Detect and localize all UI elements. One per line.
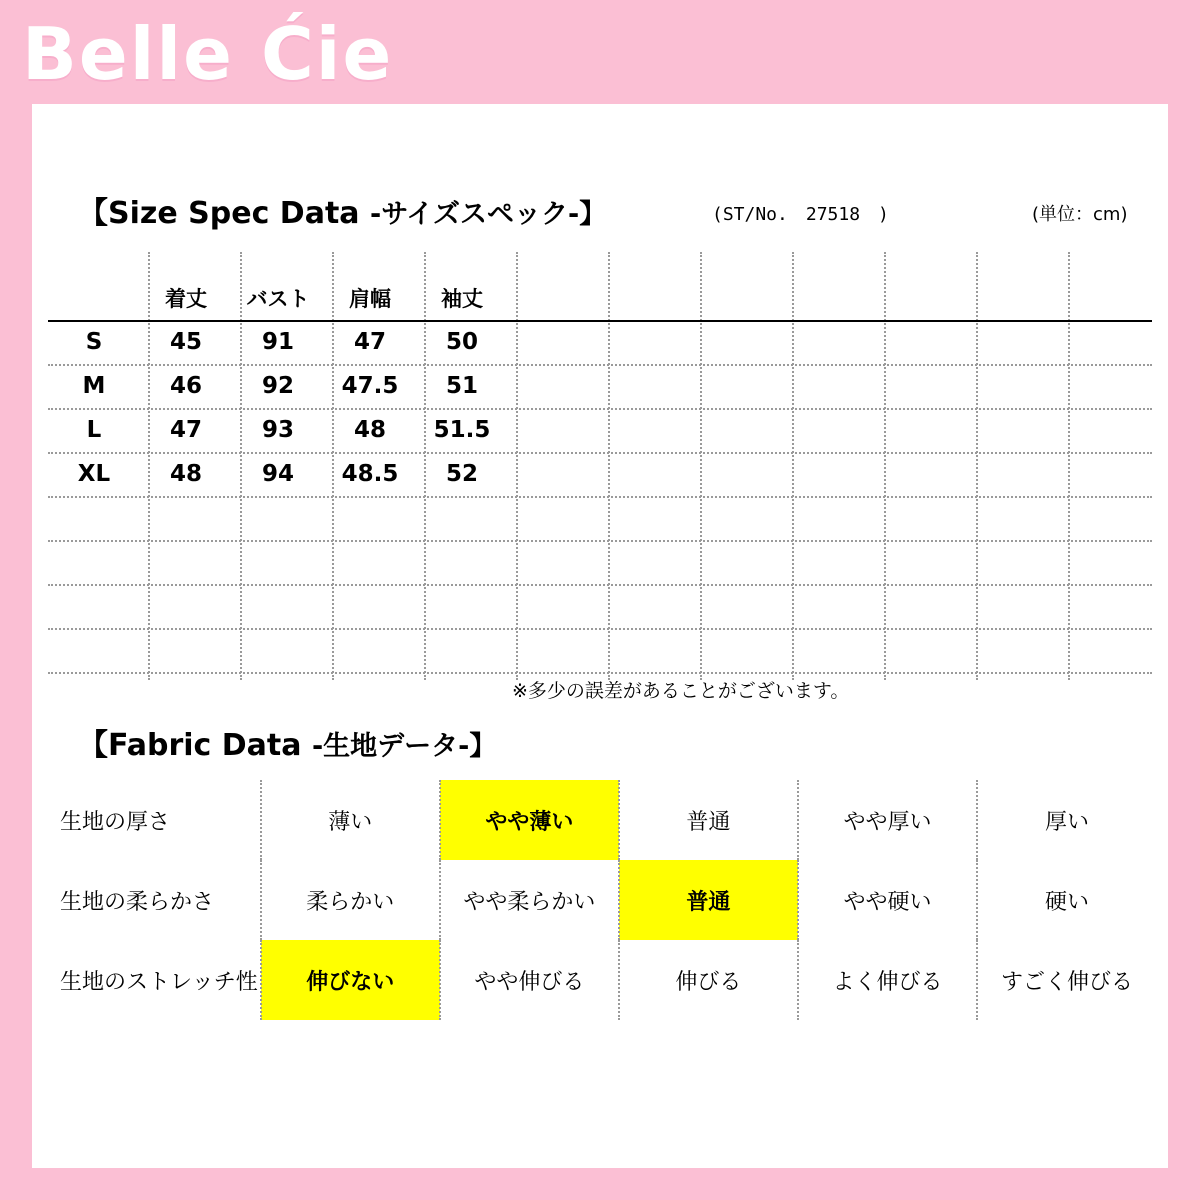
fabric-opt-softness-2: 普通 xyxy=(619,860,798,940)
style-number: (ST/No. 27518 ) xyxy=(712,204,889,225)
cell-xl-sleeve: 52 xyxy=(445,461,478,487)
fabric-opt-softness-3: やや硬い xyxy=(798,860,977,940)
unit-label: (単位：cm) xyxy=(1032,204,1128,225)
table-row xyxy=(48,364,508,408)
fabric-table xyxy=(56,780,1156,1020)
table-row xyxy=(48,408,508,452)
cell-l-bust: 93 xyxy=(261,417,294,443)
cell-s-length: 45 xyxy=(169,329,202,355)
cell-s-bust: 91 xyxy=(261,329,294,355)
fabric-title-jp: -生地データ-】 xyxy=(311,731,497,762)
brand-wordmark: Belle Ćie xyxy=(22,12,394,96)
col-head-length: 着丈 xyxy=(165,287,207,311)
fabric-opt-stretch-4: すごく伸びる xyxy=(977,940,1156,1020)
fabric-opt-thickness-1: やや薄い xyxy=(440,780,619,860)
fabric-opt-thickness-2: 普通 xyxy=(619,780,798,860)
fabric-data-title xyxy=(78,720,496,764)
fabric-opt-stretch-3: よく伸びる xyxy=(798,940,977,1020)
fabric-label-softness: 生地の柔らかさ xyxy=(60,889,215,915)
cell-xl-length: 48 xyxy=(169,461,202,487)
row-head-xl: XL xyxy=(77,461,111,487)
cell-xl-bust: 94 xyxy=(261,461,294,487)
col-head-bust: バスト xyxy=(246,287,310,311)
fabric-opt-stretch-0: 伸びない xyxy=(261,940,440,1020)
fabric-opt-softness-4: 硬い xyxy=(977,860,1156,940)
fabric-opt-softness-0: 柔らかい xyxy=(261,860,440,940)
fabric-row-softness xyxy=(56,860,1156,940)
row-head-l: L xyxy=(86,417,102,443)
table-row xyxy=(48,452,508,496)
table-row xyxy=(48,320,508,364)
fabric-opt-stretch-2: 伸びる xyxy=(619,940,798,1020)
col-head-sleeve: 袖丈 xyxy=(441,287,483,311)
fabric-opt-stretch-1: やや伸びる xyxy=(440,940,619,1020)
cell-m-shoulder: 47.5 xyxy=(341,373,399,399)
cell-l-sleeve: 51.5 xyxy=(433,417,491,443)
fabric-table-wrap xyxy=(56,780,1156,1030)
fabric-label-stretch: 生地のストレッチ性 xyxy=(60,969,258,995)
fabric-row-stretch xyxy=(56,940,1156,1020)
size-spec-table xyxy=(48,276,508,496)
cell-l-length: 47 xyxy=(169,417,202,443)
col-head-blank xyxy=(48,276,140,320)
fabric-opt-thickness-3: やや厚い xyxy=(798,780,977,860)
cell-m-bust: 92 xyxy=(261,373,294,399)
fabric-title-en: 【Fabric Data xyxy=(78,728,312,763)
cell-m-length: 46 xyxy=(169,373,202,399)
fabric-label-thickness: 生地の厚さ xyxy=(60,809,171,835)
table-header-row xyxy=(48,276,508,320)
cell-s-sleeve: 50 xyxy=(445,329,478,355)
col-head-shoulder: 肩幅 xyxy=(349,287,391,311)
measurement-note: ※多少の誤差があることがございます。 xyxy=(512,680,850,702)
size-spec-title xyxy=(78,188,606,232)
cell-m-sleeve: 51 xyxy=(445,373,478,399)
size-spec-title-jp: -サイズスペック-】 xyxy=(369,199,607,230)
fabric-opt-softness-1: やや柔らかい xyxy=(440,860,619,940)
fabric-opt-thickness-4: 厚い xyxy=(977,780,1156,860)
fabric-row-thickness xyxy=(56,780,1156,860)
cell-s-shoulder: 47 xyxy=(353,329,386,355)
cell-xl-shoulder: 48.5 xyxy=(341,461,399,487)
row-head-m: M xyxy=(82,373,106,399)
fabric-opt-thickness-0: 薄い xyxy=(261,780,440,860)
cell-l-shoulder: 48 xyxy=(353,417,386,443)
row-head-s: S xyxy=(85,329,103,355)
size-spec-title-en: 【Size Spec Data xyxy=(78,196,370,231)
